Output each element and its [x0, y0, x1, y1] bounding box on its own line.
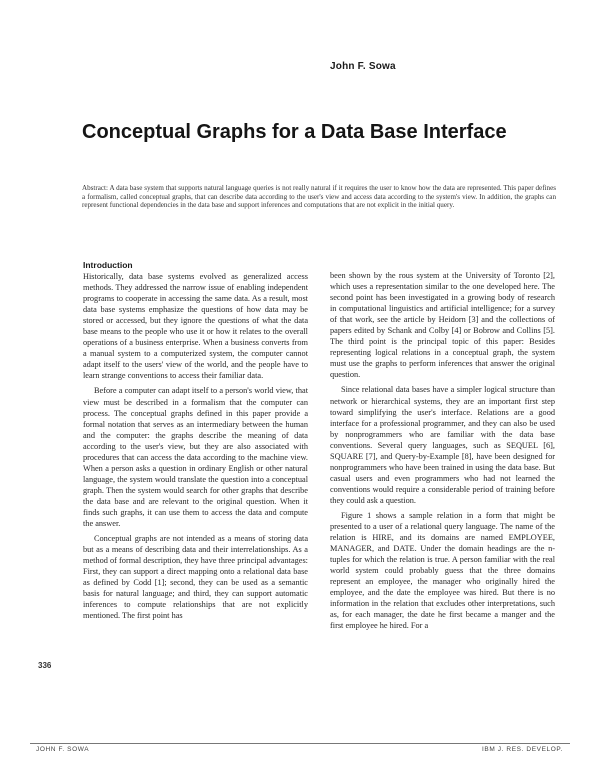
footer-rule [30, 743, 570, 744]
author-name: John F. Sowa [330, 61, 396, 72]
body-paragraph: Figure 1 shows a sample relation in a form that might be presented to a user of a relational query language. The name of the relation is HIRE, and its domains are named EMPLOYEE, MANAGER, and DATE. Under the domain headings are the n-tuples for which the relation is true. A person familiar with the real world system could probably guess that the three domains represent an employee, the manager who originally hired the employee, and the date the employee was hired. But there is no information in the relation that excludes other interpretations, such as, for each manager, the date he first became a manger and the first employee he hired. For a [330, 510, 555, 631]
footer-author: JOHN F. SOWA [36, 746, 90, 753]
body-paragraph: Before a computer can adapt itself to a person's world view, that view must be described in a formalism that the computer can process. The conceptual graphs defined in this paper provide a formal notation that serves as an intermediary between the human and the computer: the graphs describe the meaning of data according to the user's view, but they are also associated with procedures that can access the data according to the machine view. When a person asks a question in ordinary English or other natural language, the system would translate the question into a conceptual graph. Then the system would search for other graphs that describe the data base and are relevant to the original question. When it finds such graphs, it can use them to access the data and compute the answer. [83, 386, 308, 529]
page-number: 336 [38, 661, 52, 670]
left-column [83, 260, 308, 621]
abstract-label: Abstract: [82, 184, 109, 192]
body-paragraph: Since relational data bases have a simpler logical structure than network or hierarchical systems, they are an important first step toward simplifying the user's interface. Relations are a good interface for a professional programmer, and they can also be used by nonprogrammers who are familiar with the data base conventions. Several query languages, such as SEQUEL [6], SQUARE [7], and Query-by-Example [8], have been designed for nonprogrammers who have been trained in using the data base. But casual users and even programmers who had not learned the conventions would require a considerable period of training before they could ask a question. [330, 385, 555, 505]
body-paragraph: been shown by the rous system at the University of Toronto [2], which uses a representation similar to the one developed here. The second point has been investigated in a growing body of research in computational linguistics and artificial intelligence; for a survey of that work, see the article by Heidorn [3] and the collections of papers edited by Schank and Colby [4] or Bobrow and Collins [5]. The third point is the principal topic of this paper: Besides representing logical relations in a conceptual graph, the system must use the graphs to perform inferences that answer the original question. [330, 271, 555, 380]
abstract [82, 184, 556, 210]
paper-title: Conceptual Graphs for a Data Base Interface [82, 121, 507, 143]
footer-journal: IBM J. RES. DEVELOP. [482, 746, 563, 753]
body-paragraph: Conceptual graphs are not intended as a means of storing data but as a means of describing data and their interrelationships. As a method of formal description, they have three principal advantages: First, they can support a direct mapping onto a relational data base as defined by Codd [1]; second, they can be used as a semantic basis for natural language; and third, they can support automatic inferences to compute relationships that are not explicitly mentioned. The first point has [83, 534, 308, 621]
section-heading-introduction: Introduction [83, 260, 133, 270]
right-column [330, 270, 555, 632]
abstract-text: A data base system that supports natural language queries is not really natural if it requires the user to know how the data are represented. This paper defines a formalism, called conceptual graphs, that can describe data according to the user's view and access data according to the system's view. In addition, the graphs can represent functional dependencies in the data base and support inferences and computations that are not explicit in the initial query. [82, 184, 556, 210]
body-paragraph: Historically, data base systems evolved as generalized access methods. They addressed the narrow issue of enabling independent programs to cooperate in accessing the same data. As a result, most data base systems emphasize the questions of how data may be stored or accessed, but they ignore the questions of what the data base means to the people who use it or how it relates to the overall operations of a business enterprise. When a business converts from a manual system to a computerized system, the computer cannot adapt itself to the users' view of the world, and the people have to learn strange conventions to access their familiar data. [83, 272, 308, 381]
